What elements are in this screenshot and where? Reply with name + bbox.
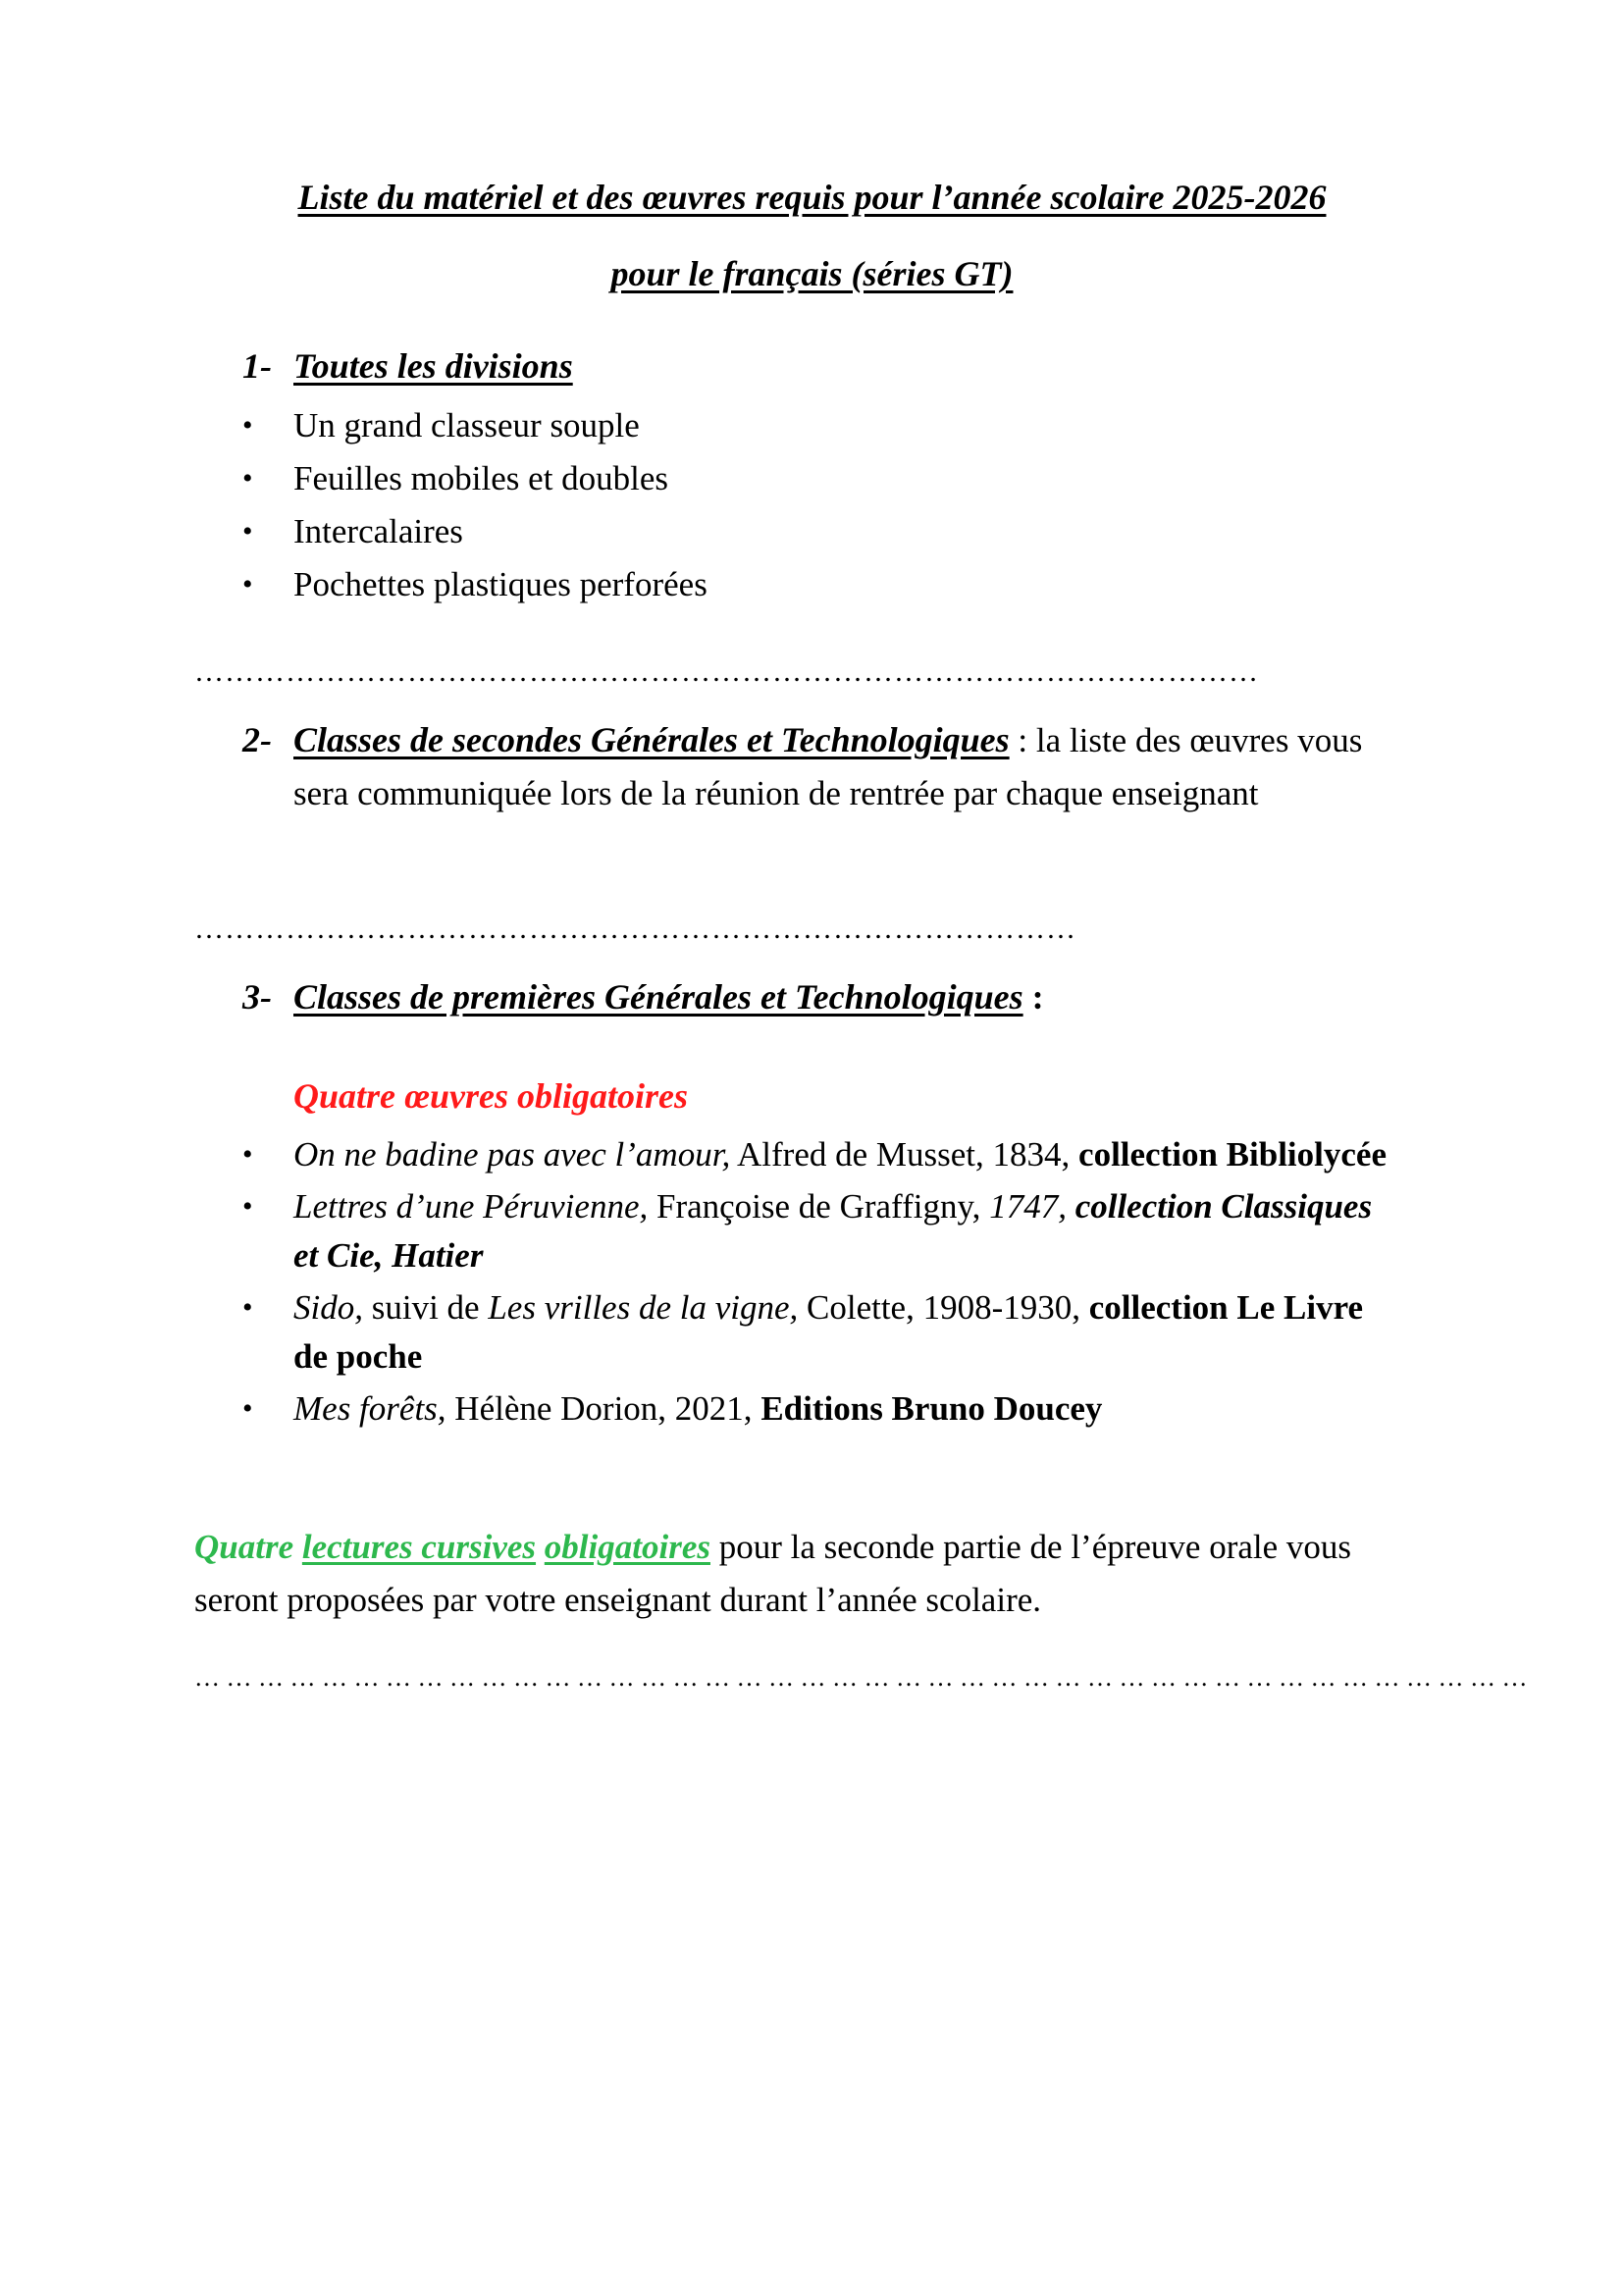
dotted-separator: …………………………………………………………………………… — [194, 913, 1076, 945]
cursive-word1: Quatre — [194, 1528, 294, 1566]
work-title: Lettres d’une Péruvienne, — [293, 1187, 649, 1226]
work-details: Colette, 1908-1930, — [798, 1288, 1089, 1327]
required-works-subtitle: Quatre œuvres obligatoires — [293, 1076, 689, 1116]
list-item: • Intercalaires — [242, 505, 707, 558]
section1-heading — [242, 345, 573, 387]
work-title: Mes forêts, — [293, 1389, 446, 1428]
section1-title: Toutes les divisions — [293, 346, 573, 386]
work-collection: collection Classiques et Cie, Hatier — [293, 1187, 1373, 1275]
section2-number: 2- — [242, 720, 272, 759]
dotted-separator: … … … … … … … … … … … … … … … … … … … … … … … … … … … … … … … … … … … … … … … … … … — [194, 1663, 1528, 1692]
work-title: On ne badine pas avec l’amour, — [293, 1135, 731, 1174]
work-item — [242, 1283, 1402, 1382]
list-item: • Feuilles mobiles et doubles — [242, 452, 707, 505]
work-details: Alfred de Musset, 1834, — [730, 1135, 1079, 1174]
cursive-word2: lectures cursives — [301, 1528, 537, 1566]
work-collection: collection Le Livre de poche — [293, 1288, 1364, 1376]
section2-title: Classes de secondes Générales et Technologiques — [293, 720, 1010, 759]
cursive-readings-paragraph — [194, 1521, 1431, 1627]
section2-text: : la liste des œuvres vous sera communiquée lors de la réunion de rentrée par chaque enseignant — [293, 721, 1363, 812]
section3-colon: : — [1022, 977, 1044, 1017]
section3-title: Classes de premières Générales et Technologiques — [293, 977, 1023, 1017]
work-item — [242, 1182, 1402, 1280]
work-collection: collection Bibliolycée — [1078, 1135, 1387, 1174]
works-list — [242, 1130, 1402, 1436]
list-item: • Pochettes plastiques perforées — [242, 558, 707, 611]
section2-paragraph — [293, 713, 1412, 820]
work-connector: suivi de — [362, 1288, 489, 1327]
list-item: • Un grand classeur souple — [242, 399, 707, 452]
work-details: Hélène Dorion, 2021, — [445, 1389, 761, 1428]
work-item — [242, 1130, 1402, 1179]
dotted-separator: …………………………………………………………………………………………… — [194, 655, 1259, 688]
work-title: Sido, — [293, 1288, 363, 1327]
section3-heading — [242, 976, 1044, 1018]
work-title-secondary: Les vrilles de la vigne, — [488, 1288, 799, 1327]
work-year: 1747, — [989, 1187, 1067, 1226]
section3-number: 3- — [242, 977, 272, 1017]
materials-list — [242, 399, 707, 611]
page-title: Liste du matériel et des œuvres requis pour l’année scolaire 2025-2026 — [297, 178, 1327, 217]
section2-heading — [242, 719, 293, 760]
cursive-word3: obligatoires — [544, 1528, 710, 1566]
work-details: Françoise de Graffigny, — [648, 1187, 990, 1226]
page-subtitle: pour le français (séries GT) — [610, 254, 1014, 293]
work-item — [242, 1384, 1402, 1434]
work-collection: Editions Bruno Doucey — [760, 1389, 1103, 1428]
cursive-text: pour la seconde partie de l’épreuve orale vous seront proposées par votre enseignant durant l’année scolaire. — [194, 1528, 1352, 1619]
section1-number: 1- — [242, 346, 272, 386]
